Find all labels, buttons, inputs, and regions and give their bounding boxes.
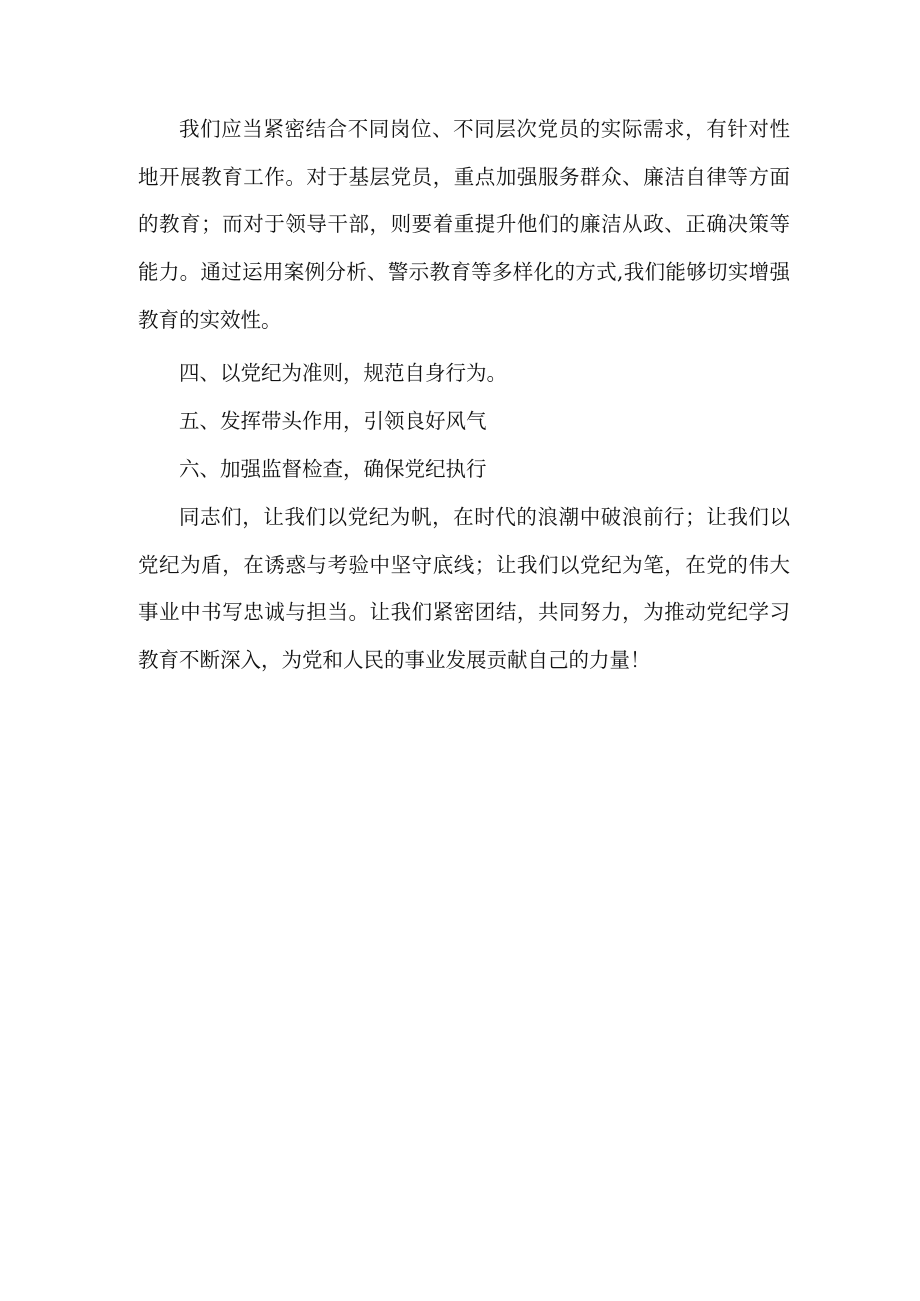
closing-paragraph: 同志们，让我们以党纪为帆，在时代的浪潮中破浪前行；让我们以党纪为盾，在诱惑与考验中坚守底线；让我们以党纪为笔，在党的伟大事业中书写忠诚与担当。让我们紧密团结，共同努力，为推动党纪学习教育不断深入，为党和人民的事业发展贡献自己的力量！	[138, 505, 790, 673]
section-heading-four: 四、以党纪为准则，规范自身行为。	[179, 361, 507, 385]
body-paragraph-education: 我们应当紧密结合不同岗位、不同层次党员的实际需求，有针对性地开展教育工作。对于基层党员，重点加强服务群众、廉洁自律等方面的教育；而对于领导干部，则要着重提升他们的廉洁从政、正确决策等能力。通过运用案例分析、警示教育等多样化的方式,我们能够切实增强教育的实效性。	[138, 117, 790, 332]
section-heading-six: 六、加强监督检查，确保党纪执行	[179, 457, 487, 481]
section-heading-five: 五、发挥带头作用，引领良好风气	[179, 409, 487, 433]
